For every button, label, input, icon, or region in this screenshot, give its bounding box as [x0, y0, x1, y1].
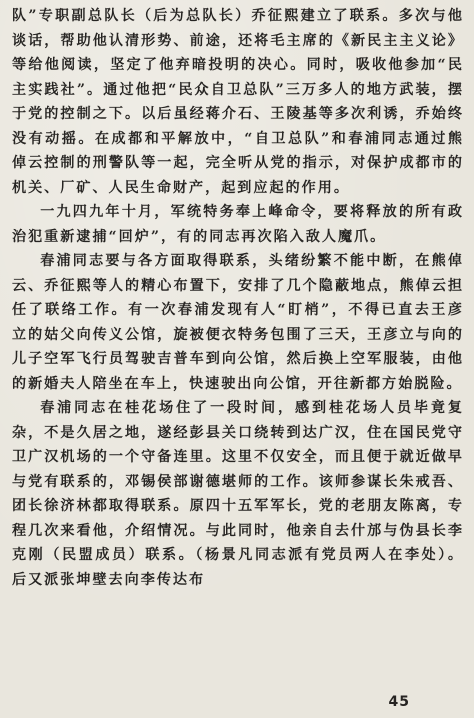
- paragraph-guihuachang: 春浦同志在桂花场住了一段时间，感到桂花场人员毕竟复杂，不是久居之地，遂经彭县关口绕转到达广汉，住在国民党守卫广汉机场的一个守备连里。这里不仅安全，而且便于就近做早与党有联系的，邓锡侯部谢德堪师的工作。该师参谋长朱戒吾、团长徐济林都取得联系。原四十五军军长，党的老朋友陈离，专程几次来看他，介绍情况。与此同时，他亲自去什邡与伪县长李克刚（民盟成员）联系。（杨景凡同志派有党员两人在李处）。后又派张坤壁去向李传达布: [12, 400, 464, 588]
- paragraph-continuation: 队”专职副总队长（后为总队长）乔征熙建立了联系。多次与他谈话，帮助他认清形势、前途，还将毛主席的《新民主主义论》等给他阅读，坚定了他弃暗投明的决心。同时，吸收他参加“民主实践社”。通过他把“民众自卫总队”三万多人的地方武装，摆于党的控制之下。以后虽经蒋介石、王陵基等多次利诱，乔始终没有动摇。在成都和平解放中，“自卫总队”和春浦同志通过熊倬云控制的刑警队等一起，完全听从党的指示，对保护成都市的机关、厂矿、人民生命财产，起到应起的作用。: [12, 8, 464, 196]
- page-number: 45: [388, 694, 410, 710]
- paragraph-october-1949: 一九四九年十月，军统特务奉上峰命令，要将释放的所有政治犯重新逮捕“回炉”，有的同志再次陷入敌人魔爪。: [12, 204, 464, 245]
- paragraph-contacts: 春浦同志要与各方面取得联系，头绪纷繁不能中断，在熊倬云、乔征熙等人的精心布置下，安排了几个隐蔽地点，熊倬云担任了联络工作。有一次春浦发现有人“盯梢”，不得已直去王彦立的姑父向传义公馆，旋被便衣特务包围了三天，王彦立与向的儿子空军飞行员驾驶吉普车到向公馆，然后换上空军服装，由他的新婚夫人陪坐在车上，快速驶出向公馆，开往新都方始脱险。: [12, 253, 464, 392]
